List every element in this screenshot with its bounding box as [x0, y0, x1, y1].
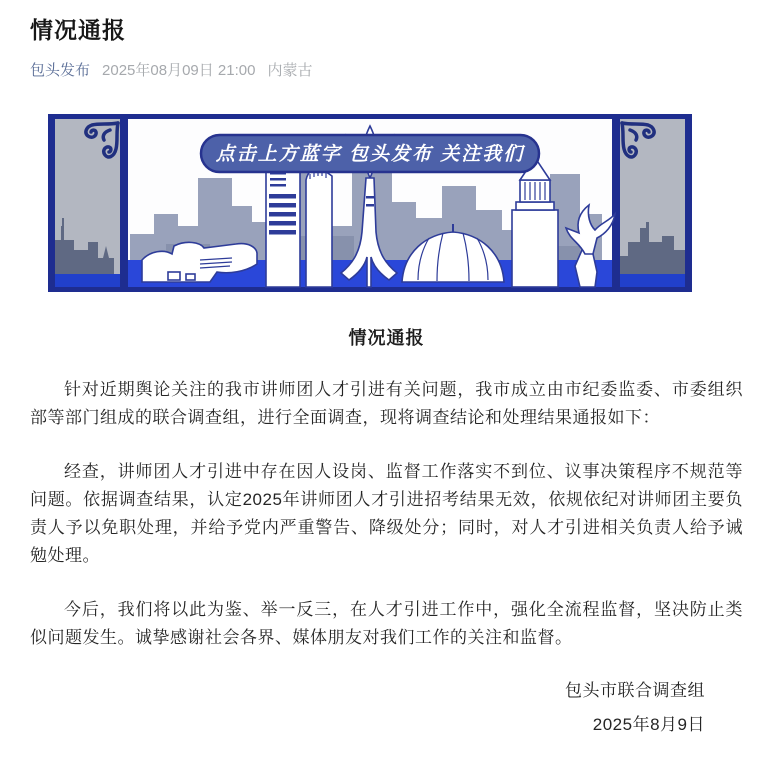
article-body	[30, 324, 743, 742]
signature-block	[30, 674, 743, 742]
signature-date: 2025年8月9日	[592, 715, 705, 734]
banner-pill	[201, 135, 539, 172]
banner-pill-text: 点击上方蓝字 包头发布 关注我们	[215, 144, 525, 165]
page-title: 情况通报	[30, 17, 126, 43]
article-paragraph: 经查，讲师团人才引进中存在因人设岗、监督工作落实不到位、议事决策程序不规范等问题。依据调查结果，认定2025年讲师团人才引进招考结果无效，依规依纪对讲师团主要负责人予以免职处理，并给予党内严重警告、降级处分；同时，对人才引进相关负责人给予诫勉处理。	[30, 462, 743, 565]
banner-left-panel	[55, 119, 120, 287]
banner-image[interactable]	[48, 114, 692, 292]
article-title: 情况通报	[348, 328, 425, 348]
publish-location: 内蒙古	[267, 62, 313, 79]
banner-right-panel	[620, 119, 685, 287]
account-link[interactable]: 包头发布	[30, 62, 91, 79]
meta-row	[30, 59, 743, 80]
article-paragraph: 今后，我们将以此为鉴、举一反三，在人才引进工作中，强化全流程监督，坚决防止类似问题发生。诚挚感谢社会各界、媒体朋友对我们工作的关注和监督。	[30, 600, 743, 647]
article-paragraph: 针对近期舆论关注的我市讲师团人才引进有关问题，我市成立由市纪委监委、市委组织部等部门组成的联合调查组，进行全面调查，现将调查结论和处理结果通报如下：	[30, 380, 743, 427]
publish-time: 2025年08月09日 21:00	[102, 62, 256, 79]
signature-name: 包头市联合调查组	[565, 681, 705, 700]
banner-center-scene	[128, 119, 615, 287]
